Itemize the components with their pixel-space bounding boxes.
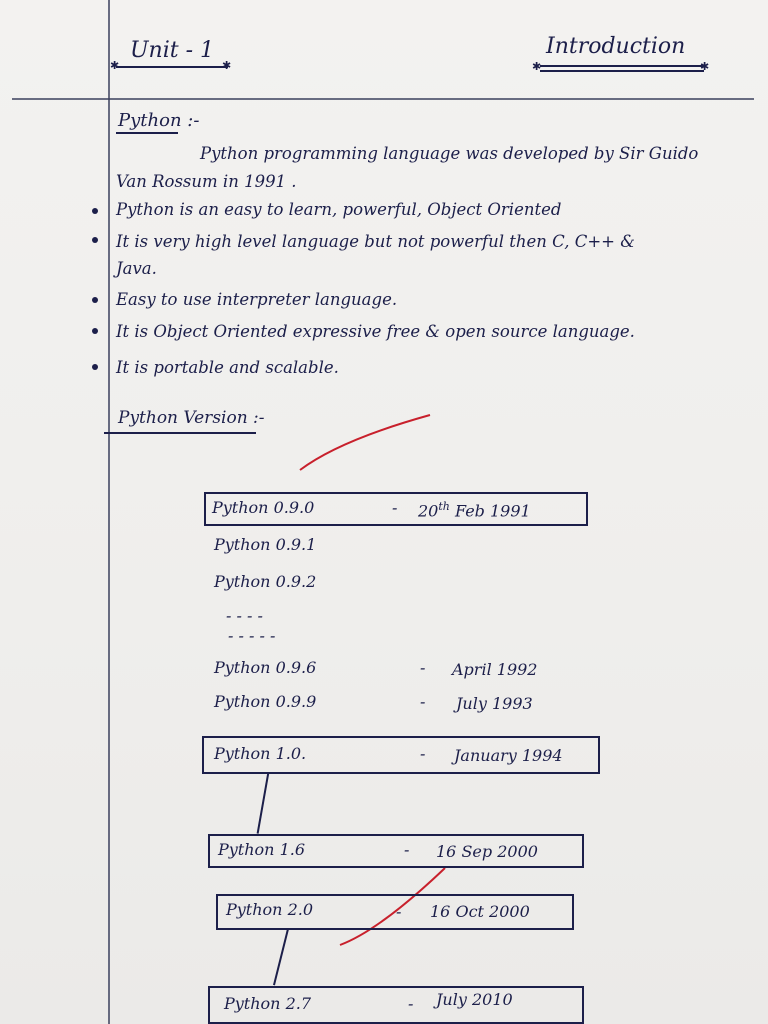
version-date: January 1994 [454, 746, 563, 765]
version-name: Python 0.9.1 [214, 535, 317, 554]
bullet-item-continuation: Java. [116, 259, 157, 278]
date-month-year: Feb 1991 [454, 501, 531, 521]
date-day: 20 [418, 501, 439, 521]
intro-line-1: Python programming language was developed by Sir Guido [200, 144, 699, 163]
date-suffix: th [438, 500, 450, 513]
star-icon: ✱ [700, 60, 710, 73]
version-date: July 1993 [456, 694, 533, 713]
version-sep: - [392, 498, 398, 517]
intro-line-2: Van Rossum in 1991 . [116, 172, 297, 191]
bullet-item: It is Object Oriented expressive free & open source language. [116, 322, 635, 341]
version-sep: - [396, 902, 402, 921]
star-icon: ✱ [532, 60, 542, 73]
version-date: 16 Sep 2000 [436, 842, 538, 861]
version-sep: - [420, 744, 426, 763]
version-sep: - [420, 692, 426, 711]
version-name: Python 2.7 [224, 994, 312, 1013]
version-name: Python 2.0 [226, 900, 314, 919]
version-name: Python 0.9.6 [214, 658, 317, 677]
versions-heading: Python Version :- [118, 408, 265, 428]
star-icon: ✱ [222, 59, 232, 72]
version-date: 16 Oct 2000 [430, 902, 530, 921]
version-date [418, 500, 531, 520]
version-date: April 1992 [452, 660, 538, 679]
bullet-item: It is very high level language but not powerful then C, C++ & [116, 232, 635, 251]
version-sep: - [408, 994, 414, 1013]
version-date: July 2010 [436, 990, 513, 1009]
version-name: Python 0.9.9 [214, 692, 317, 711]
version-name: Python 0.9.2 [214, 572, 317, 591]
section-heading: Python :- [118, 110, 200, 131]
version-name: Python 0.9.0 [212, 498, 315, 517]
unit-label: Unit - 1 [130, 38, 215, 63]
version-dashes: - - - - [226, 606, 263, 625]
version-name: Python 1.6 [218, 840, 306, 859]
version-name: Python 1.0. [214, 744, 307, 763]
version-dashes: - - - - - [228, 626, 276, 645]
chapter-title: Introduction [546, 34, 686, 59]
bullet-item: Python is an easy to learn, powerful, Object Oriented [116, 200, 562, 219]
version-sep: - [404, 840, 410, 859]
bullet-item: Easy to use interpreter language. [116, 290, 398, 309]
bullet-item: It is portable and scalable. [116, 358, 339, 377]
star-icon: ✱ [110, 59, 120, 72]
version-sep: - [420, 658, 426, 677]
red-tick-mark [300, 415, 430, 470]
